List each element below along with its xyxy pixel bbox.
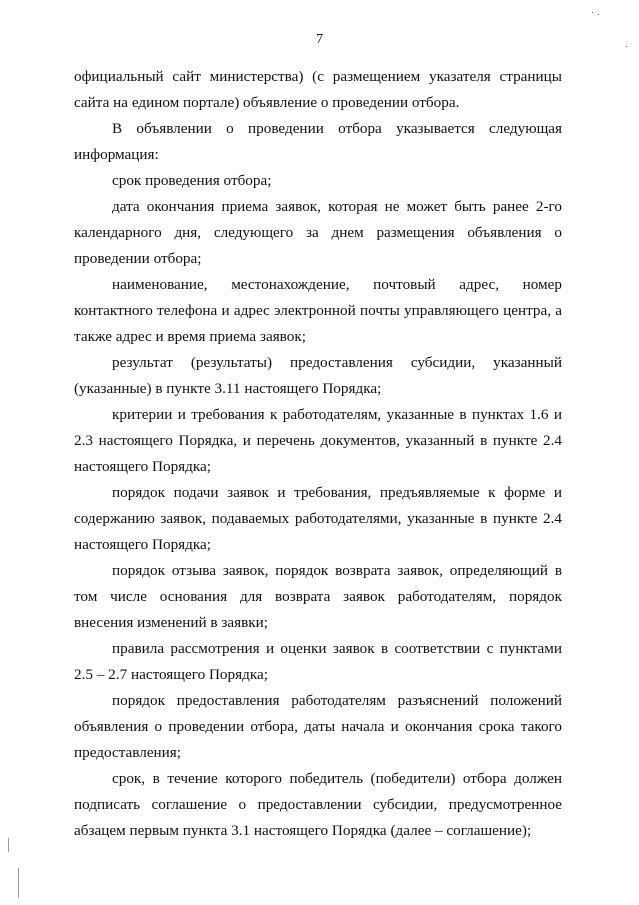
scan-speck [626,46,627,47]
list-item-submission: порядок подачи заявок и требования, предъявляемые к форме и содержанию заявок, подаваемых работодателями, указанные в пункте 2.4 настоящего Порядка; [74,484,562,553]
page-number: 7 [316,32,323,47]
list-item-contacts: наименование, местонахождение, почтовый адрес, номер контактного телефона и адрес электронной почты управляющего центра, а также адрес и время приема заявок; [74,276,562,345]
scan-edge-mark [8,838,9,852]
list-item-withdrawal: порядок отзыва заявок, порядок возврата заявок, определяющий в том числе основания для возврата заявок работодателям, порядок внесения изменений в заявки; [74,562,562,631]
paragraph-intro: В объявлении о проведении отбора указывается следующая информация: [74,120,562,163]
list-item-review-rules: правила рассмотрения и оценки заявок в соответствии с пунктами 2.5 – 2.7 настоящего Порядка; [74,640,562,683]
list-item-deadline: срок проведения отбора; [112,172,272,189]
document-body [74,64,562,844]
scan-speck [598,14,599,15]
list-item-signing-term: срок, в течение которого победитель (победители) отбора должен подписать соглашение о предоставлении субсидии, предусмотренное абзацем первым пункта 3.1 настоящего Порядка (далее – соглашение); [74,770,562,839]
list-item-criteria: критерии и требования к работодателям, указанные в пунктах 1.6 и 2.3 настоящего Порядка, и перечень документов, указанный в пункте 2.4 настоящего Порядка; [74,406,562,475]
scan-edge-mark [18,868,19,898]
scan-speck [592,12,593,13]
list-item-end-date: дата окончания приема заявок, которая не может быть ранее 2-го календарного дня, следующего за днем размещения объявления о проведении отбора; [74,198,562,267]
list-item-clarifications: порядок предоставления работодателям разъяснений положений объявления о проведении отбора, даты начала и окончания срока такого предоставления; [74,692,562,761]
list-item-results: результат (результаты) предоставления субсидии, указанный (указанные) в пункте 3.11 настоящего Порядка; [74,354,562,397]
paragraph-continuation: официальный сайт министерства) (с размещением указателя страницы сайта на едином портале) объявление о проведении отбора. [74,68,562,111]
